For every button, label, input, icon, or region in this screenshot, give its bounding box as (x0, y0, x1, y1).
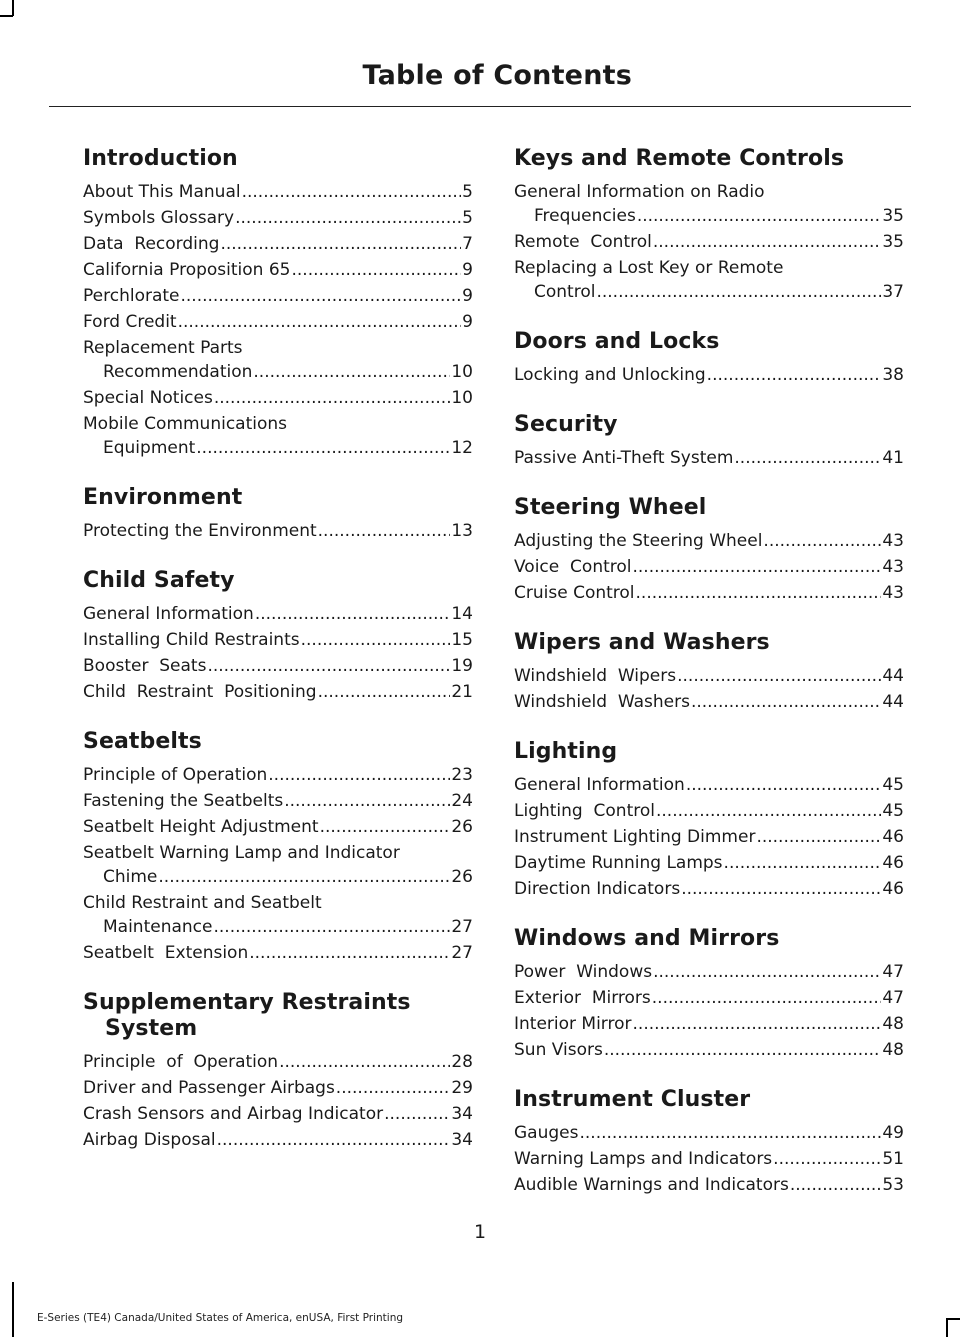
section-heading (83, 146, 473, 172)
toc-entry-row (83, 360, 473, 384)
toc-entry-row (514, 960, 904, 984)
toc-entry[interactable] (514, 877, 904, 901)
crop-mark (12, 0, 14, 16)
toc-entry-label: General Information (83, 604, 254, 624)
toc-entry-label: Audible Warnings and Indicators (514, 1175, 789, 1195)
section-heading (514, 412, 904, 438)
dot-leader (790, 1173, 882, 1197)
toc-entry[interactable] (514, 1173, 904, 1197)
crop-mark (946, 1318, 960, 1320)
toc-entry-label: Exterior Mirrors (514, 988, 651, 1008)
toc-section (514, 412, 904, 470)
toc-entry-label: Cruise Control (514, 583, 635, 603)
toc-entry-row (83, 1128, 473, 1152)
toc-entry-row (514, 825, 904, 849)
toc-entry[interactable] (514, 180, 904, 228)
dot-leader (213, 915, 450, 939)
toc-entry-row (83, 1076, 473, 1100)
dot-leader (724, 851, 882, 875)
toc-entry-label: General Information on Radio (514, 182, 765, 202)
toc-entry-row (83, 680, 473, 704)
toc-entry[interactable] (83, 941, 473, 965)
toc-entry[interactable] (83, 1102, 473, 1126)
toc-entry-page: 45 (882, 775, 904, 795)
toc-entry-label: Interior Mirror (514, 1014, 632, 1034)
toc-entry[interactable] (83, 654, 473, 678)
dot-leader (633, 1012, 882, 1036)
section-heading-text: Doors and Locks (514, 329, 720, 354)
crop-mark (946, 1318, 948, 1337)
dot-leader (255, 602, 451, 626)
dot-leader (653, 230, 882, 254)
section-heading (514, 329, 904, 355)
section-heading-text: Seatbelts (83, 729, 202, 754)
toc-entry-row (514, 446, 904, 470)
toc-entry-row (83, 436, 473, 460)
dot-leader (214, 386, 451, 410)
toc-entry-row (514, 690, 904, 714)
toc-entry[interactable] (83, 841, 473, 889)
toc-entry-page: 21 (451, 682, 473, 702)
toc-section (514, 146, 904, 304)
dot-leader (235, 206, 461, 230)
toc-entry[interactable] (514, 825, 904, 849)
toc-entry[interactable] (83, 628, 473, 652)
toc-entry-label: Instrument Lighting Dimmer (514, 827, 756, 847)
toc-entry[interactable] (83, 206, 473, 230)
toc-entry-label: Remote Control (514, 232, 652, 252)
dot-leader (686, 773, 882, 797)
toc-entry[interactable] (83, 602, 473, 626)
footer-text: E-Series (TE4) Canada/United States of America, enUSA, First Printing (37, 1312, 404, 1324)
toc-entry[interactable] (514, 1012, 904, 1036)
toc-entry[interactable] (83, 763, 473, 787)
dot-leader (217, 1128, 451, 1152)
toc-entry-label: Equipment (103, 438, 196, 458)
toc-entry-label: Symbols Glossary (83, 208, 235, 228)
toc-entry-page: 34 (451, 1104, 473, 1124)
section-heading (514, 495, 904, 521)
toc-entry-label: Principle of Operation (83, 1052, 279, 1072)
toc-entry-label: Gauges (514, 1123, 579, 1143)
toc-entry[interactable] (83, 891, 473, 939)
toc-entry-page: 27 (451, 917, 473, 937)
toc-entry-label: Child Restraint and Seatbelt (83, 893, 322, 913)
toc-entry[interactable] (514, 446, 904, 470)
toc-entry-row (514, 1038, 904, 1062)
toc-entry-label: Crash Sensors and Airbag Indicator (83, 1104, 384, 1124)
toc-entry-label: Recommendation (103, 362, 253, 382)
toc-entry[interactable] (514, 1147, 904, 1171)
toc-entry-label: Adjusting the Steering Wheel (514, 531, 763, 551)
toc-entry[interactable] (514, 851, 904, 875)
dot-leader (652, 986, 882, 1010)
dot-leader (284, 789, 450, 813)
dot-leader (242, 180, 462, 204)
toc-entry-page: 35 (882, 206, 904, 226)
toc-entry-label: Lighting Control (514, 801, 655, 821)
toc-entry-label: Driver and Passenger Airbags (83, 1078, 335, 1098)
dot-leader (691, 690, 881, 714)
toc-entry-page: 43 (882, 531, 904, 551)
toc-entry-row (83, 815, 473, 839)
toc-entry-page: 14 (451, 604, 473, 624)
toc-entry-label: Booster Seats (83, 656, 207, 676)
toc-entry-row (83, 602, 473, 626)
crop-mark (12, 1282, 14, 1337)
toc-entry-label: Voice Control (514, 557, 632, 577)
dot-leader (604, 1038, 882, 1062)
dot-leader (220, 232, 461, 256)
dot-leader (320, 815, 451, 839)
section-heading-text: Wipers and Washers (514, 630, 770, 655)
toc-entry-page: 37 (882, 282, 904, 302)
toc-entry[interactable] (83, 1076, 473, 1100)
toc-entry-label: Windshield Washers (514, 692, 690, 712)
toc-entry[interactable] (514, 664, 904, 688)
toc-entry-row (514, 529, 904, 553)
crop-mark (0, 15, 13, 17)
toc-entry-row (83, 628, 473, 652)
toc-entry-row (83, 1050, 473, 1074)
toc-entry-page: 26 (451, 867, 473, 887)
toc-entry-label: Perchlorate (83, 286, 180, 306)
toc-entry[interactable] (83, 284, 473, 308)
toc-entry-label: Mobile Communications (83, 414, 288, 434)
dot-leader (181, 284, 462, 308)
section-heading (514, 1087, 904, 1113)
toc-entry-page: 19 (451, 656, 473, 676)
toc-entry-row (83, 1102, 473, 1126)
toc-entry-row (514, 877, 904, 901)
dot-leader (158, 865, 450, 889)
toc-entry-label: About This Manual (83, 182, 241, 202)
toc-entry-page: 29 (451, 1078, 473, 1098)
dot-leader (384, 1102, 450, 1126)
dot-leader (734, 446, 881, 470)
section-heading (514, 146, 904, 172)
toc-entry-label: Airbag Disposal (83, 1130, 216, 1150)
section-heading (83, 485, 473, 511)
toc-entry-label: Locking and Unlocking (514, 365, 706, 385)
toc-entry-page: 9 (462, 260, 473, 280)
toc-entry-page: 5 (462, 182, 473, 202)
toc-entry[interactable] (83, 232, 473, 256)
dot-leader (207, 654, 450, 678)
dot-leader (596, 280, 881, 304)
dot-leader (196, 436, 450, 460)
toc-entry-row (514, 851, 904, 875)
dot-leader (637, 204, 882, 228)
toc-section (83, 485, 473, 543)
toc-section (83, 568, 473, 704)
toc-entry-page: 23 (451, 765, 473, 785)
toc-entry[interactable] (83, 1128, 473, 1152)
toc-entry-label: Ford Credit (83, 312, 177, 332)
toc-entry-label: Principle of Operation (83, 765, 268, 785)
toc-entry-page: 43 (882, 557, 904, 577)
toc-section (83, 146, 473, 460)
toc-entry-page: 5 (462, 208, 473, 228)
toc-entry-row (514, 664, 904, 688)
toc-entry-page: 9 (462, 312, 473, 332)
page-title: Table of Contents (362, 60, 632, 91)
toc-entry[interactable] (514, 363, 904, 387)
toc-entry-row (83, 654, 473, 678)
toc-entry-page: 26 (451, 817, 473, 837)
toc-entry-row (514, 1121, 904, 1145)
toc-entry[interactable] (83, 412, 473, 460)
section-heading (83, 568, 473, 594)
toc-entry-page: 13 (451, 521, 473, 541)
toc-entry-row (514, 204, 904, 228)
toc-entry[interactable] (514, 986, 904, 1010)
toc-entry[interactable] (83, 258, 473, 282)
section-heading-text: Lighting (514, 739, 618, 764)
dot-leader (301, 628, 451, 652)
toc-section (83, 729, 473, 965)
toc-entry-row (83, 915, 473, 939)
toc-entry-label: Replacement Parts (83, 338, 243, 358)
toc-entry-page: 48 (882, 1040, 904, 1060)
toc-entry-label: General Information (514, 775, 685, 795)
toc-entry[interactable] (514, 773, 904, 797)
toc-entry-row (83, 232, 473, 256)
toc-entry[interactable] (514, 581, 904, 605)
toc-entry[interactable] (83, 310, 473, 334)
toc-entry-label: Seatbelt Extension (83, 943, 249, 963)
toc-entry-row (83, 258, 473, 282)
toc-entry[interactable] (83, 789, 473, 813)
toc-entry-label: Data Recording (83, 234, 220, 254)
toc-entry-row (83, 763, 473, 787)
toc-entry[interactable] (514, 529, 904, 553)
toc-entry-label: Control (534, 282, 596, 302)
toc-entry[interactable] (514, 799, 904, 823)
section-heading (83, 990, 473, 1042)
page-number: 1 (473, 1221, 487, 1243)
toc-entry-row (83, 941, 473, 965)
section-heading (514, 630, 904, 656)
toc-entry-label: Sun Visors (514, 1040, 603, 1060)
section-heading-text: Environment (83, 485, 243, 510)
toc-entry-row (514, 773, 904, 797)
toc-entry-page: 44 (882, 666, 904, 686)
section-heading-text: Windows and Mirrors (514, 926, 780, 951)
toc-entry-label: Passive Anti-Theft System (514, 448, 734, 468)
toc-entry[interactable] (83, 386, 473, 410)
toc-entry-row (83, 789, 473, 813)
toc-entry-page: 45 (882, 801, 904, 821)
dot-leader (656, 799, 881, 823)
section-heading-text: System (105, 1016, 198, 1041)
toc-entry-row (514, 1147, 904, 1171)
toc-entry-page: 24 (451, 791, 473, 811)
dot-leader (756, 825, 881, 849)
toc-section (514, 1087, 904, 1197)
toc-entry-page: 41 (882, 448, 904, 468)
toc-section (83, 990, 473, 1152)
toc-entry-page: 48 (882, 1014, 904, 1034)
toc-section (514, 630, 904, 714)
toc-entry-page: 49 (882, 1123, 904, 1143)
section-heading (83, 729, 473, 755)
toc-section (514, 739, 904, 901)
toc-entry-label: Windshield Wipers (514, 666, 677, 686)
toc-entry-page: 34 (451, 1130, 473, 1150)
toc-entry[interactable] (514, 1121, 904, 1145)
toc-entry-row (83, 865, 473, 889)
toc-entry-row (514, 986, 904, 1010)
toc-entry-row (83, 519, 473, 543)
toc-entry-page: 35 (882, 232, 904, 252)
toc-entry[interactable] (514, 555, 904, 579)
dot-leader (318, 680, 451, 704)
toc-entry-row (514, 1173, 904, 1197)
toc-entry-page: 15 (451, 630, 473, 650)
toc-entry-label: Special Notices (83, 388, 213, 408)
toc-entry-label: Protecting the Environment (83, 521, 317, 541)
section-heading-text: Supplementary Restraints (83, 990, 411, 1015)
toc-entry-label: Daytime Running Lamps (514, 853, 723, 873)
section-heading-text: Keys and Remote Controls (514, 146, 845, 171)
toc-entry[interactable] (514, 256, 904, 304)
toc-entry-row (514, 799, 904, 823)
toc-entry-page: 9 (462, 286, 473, 306)
dot-leader (279, 1050, 450, 1074)
dot-leader (579, 1121, 881, 1145)
section-heading-text: Steering Wheel (514, 495, 707, 520)
section-heading (514, 926, 904, 952)
dot-leader (707, 363, 882, 387)
toc-entry-label: Maintenance (103, 917, 213, 937)
toc-entry-row (83, 386, 473, 410)
toc-entry[interactable] (83, 1050, 473, 1074)
toc-entry-page: 51 (882, 1149, 904, 1169)
toc-entry-row (514, 363, 904, 387)
toc-left-column (83, 146, 473, 1177)
toc-entry-label: Child Restraint Positioning (83, 682, 317, 702)
toc-entry[interactable] (83, 336, 473, 384)
toc-entry-row (83, 206, 473, 230)
dot-leader (178, 310, 462, 334)
toc-entry-label: Frequencies (534, 206, 636, 226)
toc-entry-row (83, 180, 473, 204)
toc-entry-label: Installing Child Restraints (83, 630, 300, 650)
toc-entry-row (514, 581, 904, 605)
toc-entry[interactable] (83, 519, 473, 543)
toc-entry-page: 12 (451, 438, 473, 458)
toc-entry-label: Seatbelt Warning Lamp and Indicator (83, 843, 400, 863)
section-heading (514, 739, 904, 765)
toc-entry-page: 46 (882, 879, 904, 899)
toc-entry-label: Power Windows (514, 962, 653, 982)
toc-entry-label: Chime (103, 867, 158, 887)
toc-entry-page: 10 (451, 388, 473, 408)
toc-entry[interactable] (514, 690, 904, 714)
toc-section (514, 495, 904, 605)
dot-leader (291, 258, 461, 282)
toc-entry-label: Direction Indicators (514, 879, 681, 899)
toc-entry-page: 7 (462, 234, 473, 254)
dot-leader (253, 360, 450, 384)
toc-entry-row (83, 284, 473, 308)
dot-leader (633, 555, 882, 579)
toc-entry-row (83, 310, 473, 334)
dot-leader (653, 960, 881, 984)
toc-entry-page: 47 (882, 988, 904, 1008)
dot-leader (763, 529, 881, 553)
toc-entry-row (514, 555, 904, 579)
toc-entry[interactable] (514, 1038, 904, 1062)
toc-entry-page: 10 (451, 362, 473, 382)
toc-right-column (514, 146, 904, 1222)
toc-entry-page: 44 (882, 692, 904, 712)
toc-entry-page: 28 (451, 1052, 473, 1072)
dot-leader (773, 1147, 881, 1171)
toc-entry[interactable] (514, 230, 904, 254)
section-heading-text: Child Safety (83, 568, 235, 593)
toc-entry-page: 47 (882, 962, 904, 982)
dot-leader (249, 941, 450, 965)
dot-leader (318, 519, 451, 543)
toc-entry-page: 43 (882, 583, 904, 603)
dot-leader (681, 877, 881, 901)
toc-entry[interactable] (83, 680, 473, 704)
toc-entry-page: 27 (451, 943, 473, 963)
dot-leader (636, 581, 882, 605)
toc-entry-label: Fastening the Seatbelts (83, 791, 284, 811)
toc-entry[interactable] (514, 960, 904, 984)
toc-entry-page: 38 (882, 365, 904, 385)
toc-entry-label: California Proposition 65 (83, 260, 291, 280)
section-heading-text: Security (514, 412, 618, 437)
toc-entry-row (514, 230, 904, 254)
toc-entry-page: 46 (882, 827, 904, 847)
toc-section (514, 329, 904, 387)
toc-entry-label: Seatbelt Height Adjustment (83, 817, 319, 837)
toc-entry[interactable] (83, 180, 473, 204)
toc-entry-page: 46 (882, 853, 904, 873)
section-heading-text: Instrument Cluster (514, 1087, 751, 1112)
dot-leader (336, 1076, 451, 1100)
dot-leader (677, 664, 881, 688)
section-heading-text: Introduction (83, 146, 238, 171)
toc-entry-page: 53 (882, 1175, 904, 1195)
header-divider (49, 106, 911, 107)
toc-section (514, 926, 904, 1062)
dot-leader (268, 763, 450, 787)
toc-entry-row (514, 280, 904, 304)
toc-entry[interactable] (83, 815, 473, 839)
toc-entry-label: Replacing a Lost Key or Remote (514, 258, 784, 278)
toc-entry-row (514, 1012, 904, 1036)
toc-entry-label: Warning Lamps and Indicators (514, 1149, 773, 1169)
